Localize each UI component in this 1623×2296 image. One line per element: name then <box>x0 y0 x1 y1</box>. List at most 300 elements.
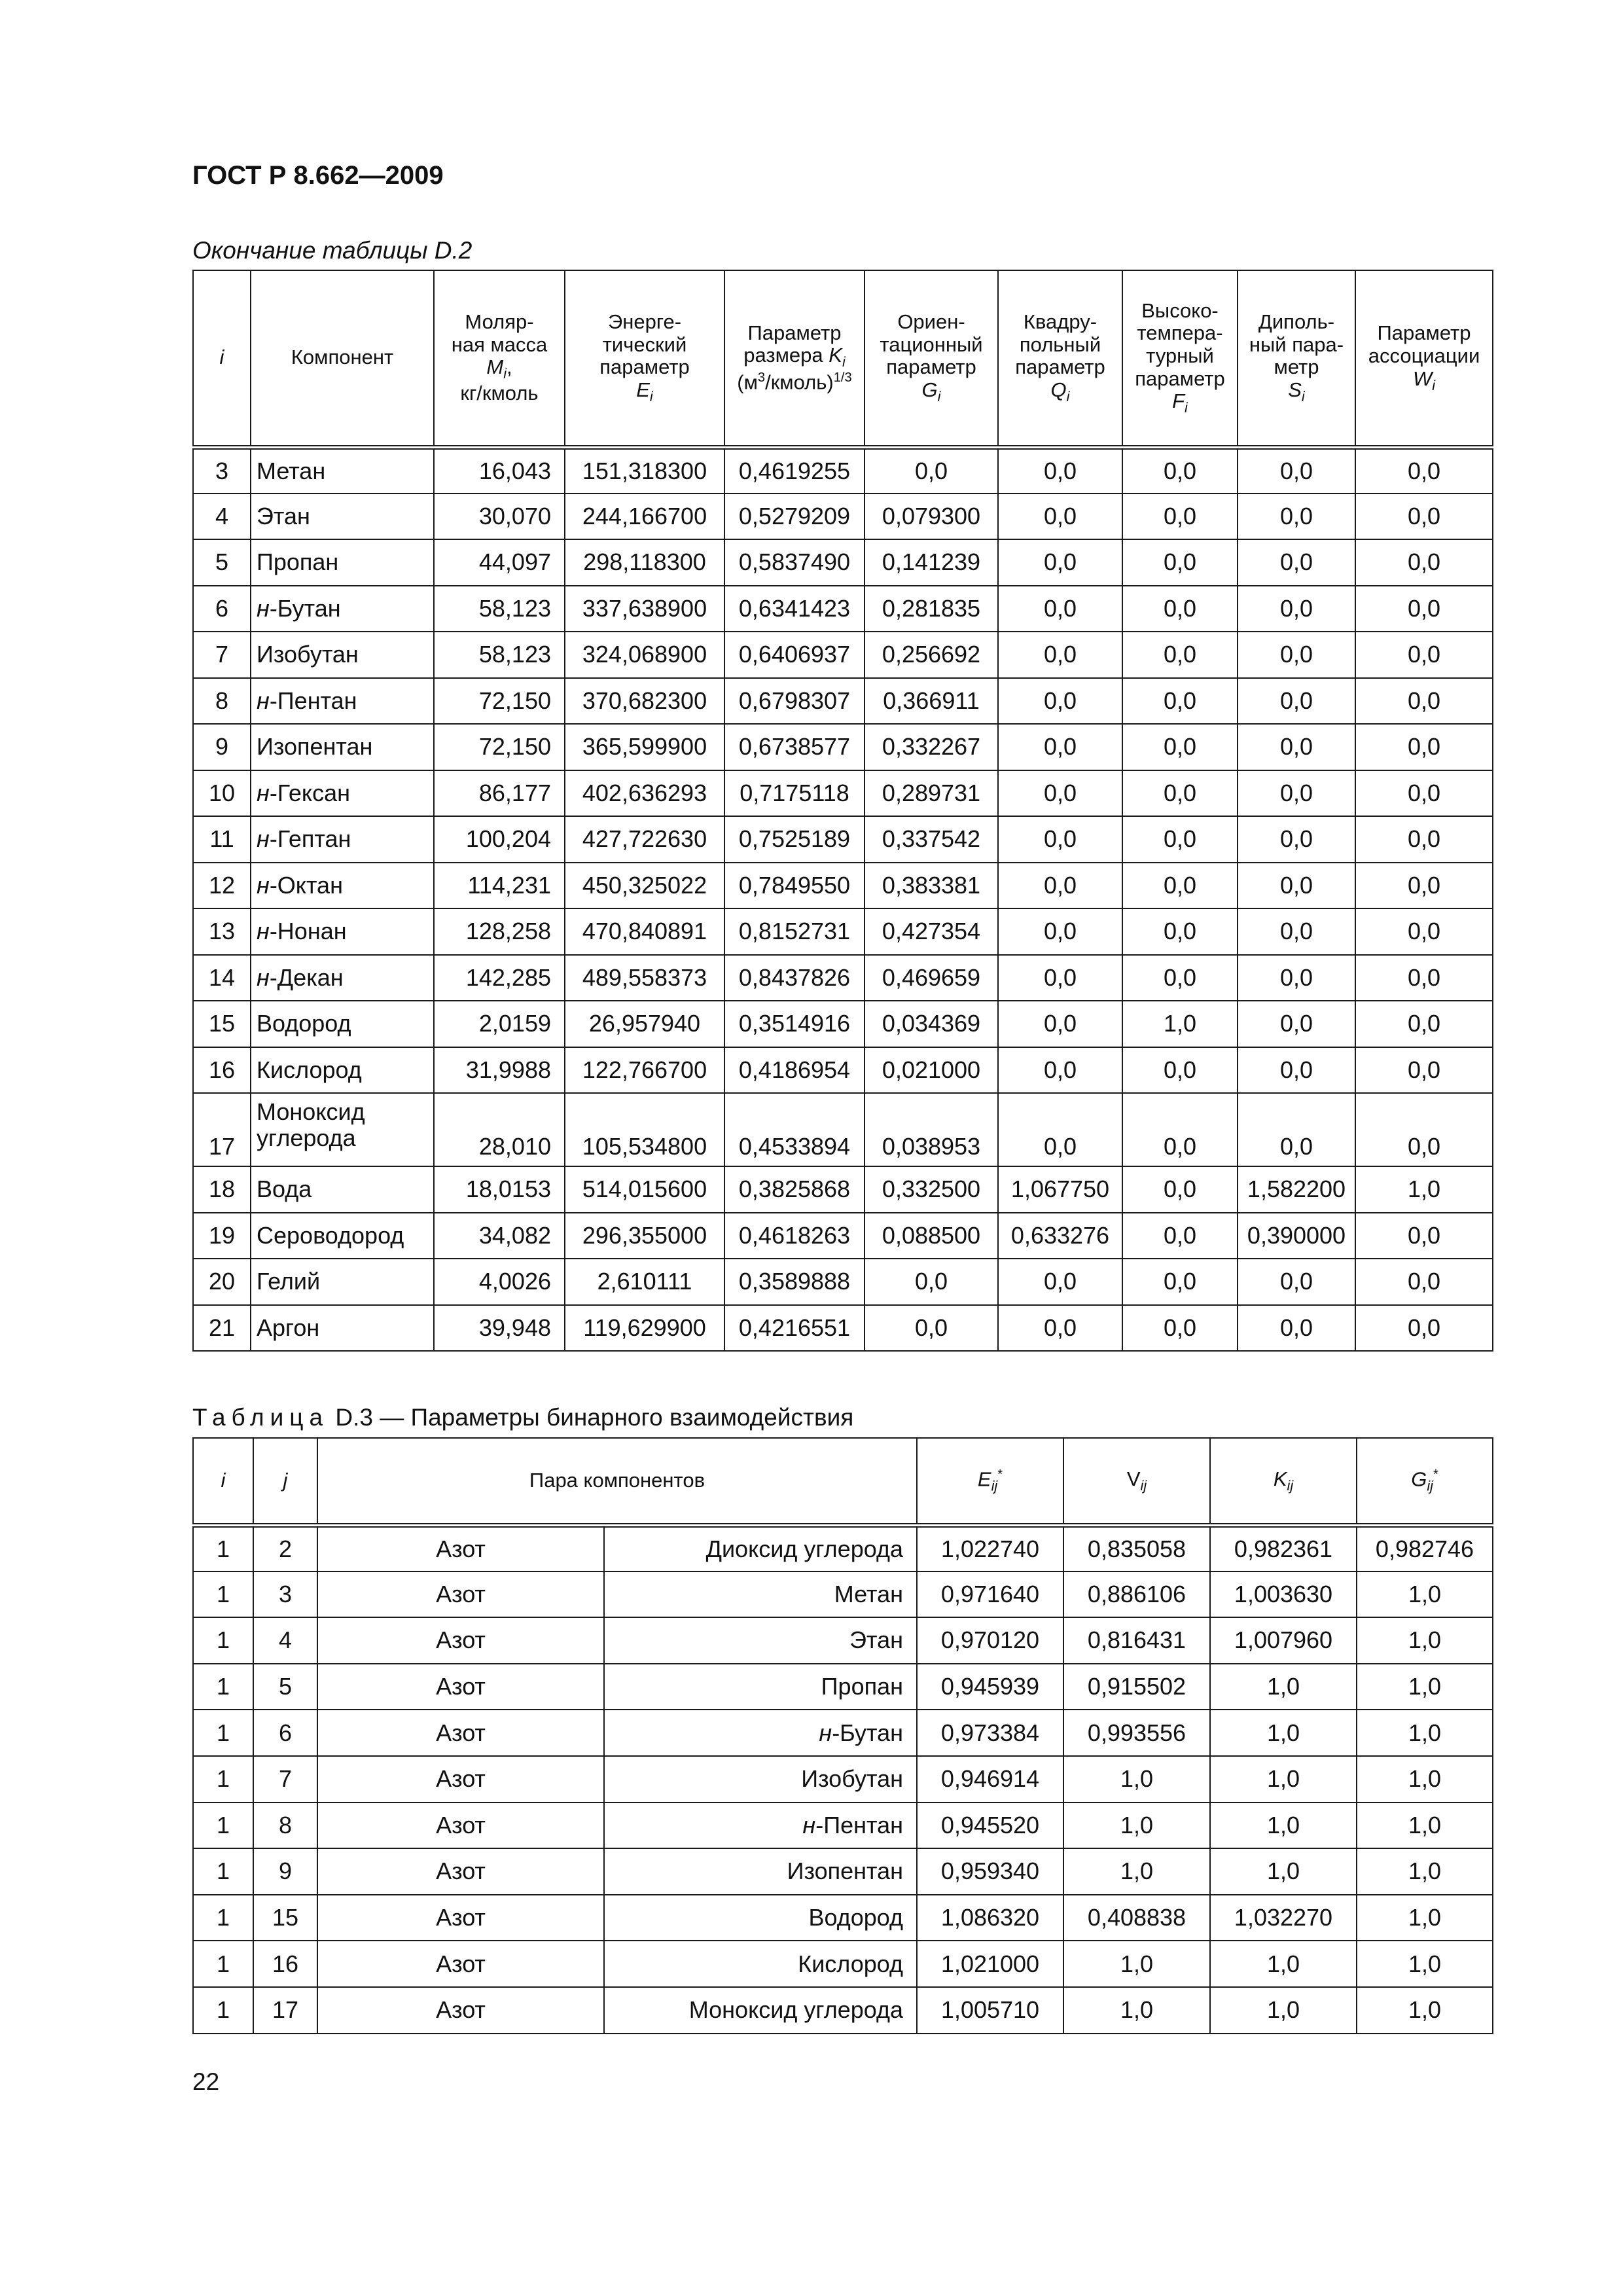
cell-component <box>251 1093 434 1166</box>
cell-size: 0,6406937 <box>724 632 865 678</box>
table-row <box>193 586 1493 632</box>
cell-hightemp: 0,0 <box>1122 908 1238 955</box>
cell-component <box>251 632 434 678</box>
header-orient: Ориен- тационный параметр $G_i$ <box>865 270 998 447</box>
cell-component <box>251 955 434 1001</box>
cell-orient: 0,038953 <box>865 1093 998 1166</box>
cell-component <box>251 1047 434 1094</box>
component-name: -Нонан <box>269 918 347 945</box>
cell-quad: 0,0 <box>998 908 1122 955</box>
cell-hightemp: 0,0 <box>1122 1166 1238 1213</box>
component-name: Водород <box>257 1010 351 1037</box>
cell-assoc: 0,0 <box>1355 1047 1493 1094</box>
cell-dipole: 0,0 <box>1238 1259 1355 1305</box>
cell-j: 2 <box>253 1525 317 1571</box>
cell-component-2 <box>604 1525 917 1571</box>
document-code: ГОСТ Р 8.662—2009 <box>192 161 444 190</box>
cell-i: 9 <box>193 724 251 770</box>
cell-g-ij: 1,0 <box>1357 1803 1493 1849</box>
cell-j: 5 <box>253 1664 317 1710</box>
cell-orient: 0,141239 <box>865 539 998 586</box>
cell-orient: 0,079300 <box>865 493 998 540</box>
component-name: Метан <box>257 457 326 484</box>
cell-component-2 <box>604 1895 917 1941</box>
table-d2 <box>192 270 1493 1352</box>
cell-molar-mass: 39,948 <box>434 1305 565 1352</box>
component-name: Кислород <box>257 1056 362 1083</box>
header-e-ij: $E_{ij}^*$ <box>917 1438 1063 1525</box>
cell-energy: 119,629900 <box>565 1305 724 1352</box>
cell-j: 8 <box>253 1803 317 1849</box>
cell-orient: 0,0 <box>865 447 998 493</box>
table-row <box>193 1093 1493 1166</box>
cell-molar-mass: 30,070 <box>434 493 565 540</box>
cell-e-ij: 1,022740 <box>917 1525 1063 1571</box>
cell-i: 8 <box>193 678 251 725</box>
header-assoc: Параметр ассоциации $W_i$ <box>1355 270 1493 447</box>
cell-energy: 2,610111 <box>565 1259 724 1305</box>
cell-size: 0,8152731 <box>724 908 865 955</box>
cell-hightemp: 0,0 <box>1122 539 1238 586</box>
cell-assoc: 0,0 <box>1355 816 1493 863</box>
component-name: Этан <box>257 502 310 529</box>
cell-quad: 0,0 <box>998 770 1122 817</box>
component-name: Сероводород <box>257 1221 404 1249</box>
cell-energy: 122,766700 <box>565 1047 724 1094</box>
component-prefix: н <box>257 779 270 806</box>
header-component: Компонент <box>251 270 434 447</box>
cell-orient: 0,366911 <box>865 678 998 725</box>
cell-quad: 0,0 <box>998 1047 1122 1094</box>
cell-i: 16 <box>193 1047 251 1094</box>
cell-molar-mass: 2,0159 <box>434 1001 565 1047</box>
cell-assoc: 0,0 <box>1355 632 1493 678</box>
table-row <box>193 863 1493 909</box>
cell-component-1: Азот <box>317 1987 604 2034</box>
cell-hightemp: 0,0 <box>1122 493 1238 540</box>
cell-g-ij: 0,982746 <box>1357 1525 1493 1571</box>
cell-i: 1 <box>193 1617 253 1664</box>
cell-assoc: 0,0 <box>1355 586 1493 632</box>
cell-component-2 <box>604 1987 917 2034</box>
cell-component <box>251 1213 434 1259</box>
cell-v-ij: 0,886106 <box>1063 1571 1210 1618</box>
cell-energy: 427,722630 <box>565 816 724 863</box>
component-prefix: н <box>257 594 270 622</box>
cell-component <box>251 447 434 493</box>
table-row <box>193 1664 1493 1710</box>
cell-dipole: 0,0 <box>1238 1305 1355 1352</box>
cell-orient: 0,332267 <box>865 724 998 770</box>
cell-i: 1 <box>193 1987 253 2034</box>
component-prefix: н <box>257 871 270 899</box>
table-row <box>193 1166 1493 1213</box>
cell-i: 1 <box>193 1664 253 1710</box>
cell-dipole: 0,0 <box>1238 908 1355 955</box>
table-row <box>193 447 1493 493</box>
cell-hightemp: 0,0 <box>1122 863 1238 909</box>
cell-component-2 <box>604 1571 917 1618</box>
cell-i: 19 <box>193 1213 251 1259</box>
cell-quad: 0,0 <box>998 447 1122 493</box>
cell-orient: 0,256692 <box>865 632 998 678</box>
cell-component-2 <box>604 1617 917 1664</box>
cell-j: 3 <box>253 1571 317 1618</box>
cell-hightemp: 0,0 <box>1122 1093 1238 1166</box>
cell-energy: 470,840891 <box>565 908 724 955</box>
cell-orient: 0,281835 <box>865 586 998 632</box>
component-name: Метан <box>834 1580 903 1607</box>
cell-quad: 0,0 <box>998 1259 1122 1305</box>
cell-i: 1 <box>193 1895 253 1941</box>
cell-molar-mass: 128,258 <box>434 908 565 955</box>
cell-energy: 244,166700 <box>565 493 724 540</box>
cell-hightemp: 0,0 <box>1122 1047 1238 1094</box>
header-dipole: Диполь- ный пара- метр $S_i$ <box>1238 270 1355 447</box>
cell-component <box>251 1305 434 1352</box>
cell-component <box>251 816 434 863</box>
cell-i: 18 <box>193 1166 251 1213</box>
table-row <box>193 493 1493 540</box>
cell-energy: 370,682300 <box>565 678 724 725</box>
cell-orient: 0,021000 <box>865 1047 998 1094</box>
cell-component <box>251 724 434 770</box>
cell-molar-mass: 58,123 <box>434 586 565 632</box>
cell-molar-mass: 4,0026 <box>434 1259 565 1305</box>
header-v-ij: $V_{ij}$ <box>1063 1438 1210 1525</box>
cell-energy: 105,534800 <box>565 1093 724 1166</box>
header-size: Параметр размера $K_i$ $(м^3/кмоль)^{1/3}$ <box>724 270 865 447</box>
cell-molar-mass: 100,204 <box>434 816 565 863</box>
cell-quad: 0,0 <box>998 1001 1122 1047</box>
cell-energy: 324,068900 <box>565 632 724 678</box>
cell-assoc: 0,0 <box>1355 908 1493 955</box>
table-row <box>193 1987 1493 2034</box>
cell-hightemp: 0,0 <box>1122 447 1238 493</box>
cell-energy: 337,638900 <box>565 586 724 632</box>
table-row <box>193 1848 1493 1895</box>
cell-size: 0,4186954 <box>724 1047 865 1094</box>
cell-e-ij: 0,946914 <box>917 1756 1063 1803</box>
cell-g-ij: 1,0 <box>1357 1571 1493 1618</box>
cell-quad: 0,0 <box>998 493 1122 540</box>
component-name: Моноксид углерода <box>688 1996 903 2024</box>
cell-molar-mass: 72,150 <box>434 678 565 725</box>
cell-v-ij: 1,0 <box>1063 1848 1210 1895</box>
cell-molar-mass: 86,177 <box>434 770 565 817</box>
cell-component <box>251 1001 434 1047</box>
cell-dipole: 0,0 <box>1238 493 1355 540</box>
cell-assoc: 0,0 <box>1355 447 1493 493</box>
cell-component <box>251 493 434 540</box>
table-row <box>193 1305 1493 1352</box>
cell-size: 0,4533894 <box>724 1093 865 1166</box>
cell-v-ij: 1,0 <box>1063 1941 1210 1987</box>
cell-assoc: 0,0 <box>1355 1001 1493 1047</box>
cell-orient: 0,383381 <box>865 863 998 909</box>
cell-component <box>251 586 434 632</box>
cell-hightemp: 0,0 <box>1122 1305 1238 1352</box>
cell-size: 0,8437826 <box>724 955 865 1001</box>
cell-component <box>251 1166 434 1213</box>
cell-i: 7 <box>193 632 251 678</box>
cell-v-ij: 0,835058 <box>1063 1525 1210 1571</box>
cell-hightemp: 0,0 <box>1122 678 1238 725</box>
component-prefix: н <box>257 963 270 991</box>
cell-k-ij: 1,0 <box>1210 1941 1357 1987</box>
header-j: j <box>253 1438 317 1525</box>
cell-size: 0,5279209 <box>724 493 865 540</box>
component-name: Гелий <box>257 1268 321 1295</box>
cell-quad: 0,0 <box>998 1305 1122 1352</box>
cell-e-ij: 1,021000 <box>917 1941 1063 1987</box>
cell-component <box>251 678 434 725</box>
header-molar-mass: Моляр- ная масса $M_i$, кг/кмоль <box>434 270 565 447</box>
header-quad: Квадру- польный параметр $Q_i$ <box>998 270 1122 447</box>
cell-component <box>251 1259 434 1305</box>
component-name: Изобутан <box>801 1765 903 1793</box>
cell-size: 0,3825868 <box>724 1166 865 1213</box>
cell-i: 5 <box>193 539 251 586</box>
cell-v-ij: 0,915502 <box>1063 1664 1210 1710</box>
cell-assoc: 0,0 <box>1355 770 1493 817</box>
cell-dipole: 0,0 <box>1238 724 1355 770</box>
cell-k-ij: 1,0 <box>1210 1664 1357 1710</box>
cell-quad: 0,0 <box>998 955 1122 1001</box>
cell-i: 1 <box>193 1525 253 1571</box>
cell-molar-mass: 58,123 <box>434 632 565 678</box>
cell-g-ij: 1,0 <box>1357 1756 1493 1803</box>
header-g-ij: $G_{ij}^*$ <box>1357 1438 1493 1525</box>
cell-quad: 0,0 <box>998 1093 1122 1166</box>
cell-quad: 0,0 <box>998 816 1122 863</box>
table-d3 <box>192 1437 1493 2034</box>
cell-assoc: 0,0 <box>1355 863 1493 909</box>
table-row <box>193 770 1493 817</box>
cell-k-ij: 1,032270 <box>1210 1895 1357 1941</box>
table-row <box>193 632 1493 678</box>
cell-size: 0,4618263 <box>724 1213 865 1259</box>
cell-k-ij: 1,007960 <box>1210 1617 1357 1664</box>
cell-e-ij: 1,086320 <box>917 1895 1063 1941</box>
component-name: Пропан <box>821 1673 903 1700</box>
cell-size: 0,4619255 <box>724 447 865 493</box>
cell-v-ij: 0,816431 <box>1063 1617 1210 1664</box>
cell-energy: 151,318300 <box>565 447 724 493</box>
cell-e-ij: 1,005710 <box>917 1987 1063 2034</box>
cell-i: 1 <box>193 1756 253 1803</box>
cell-dipole: 0,0 <box>1238 678 1355 725</box>
cell-dipole: 0,390000 <box>1238 1213 1355 1259</box>
cell-hightemp: 0,0 <box>1122 724 1238 770</box>
cell-e-ij: 0,945939 <box>917 1664 1063 1710</box>
cell-dipole: 0,0 <box>1238 539 1355 586</box>
cell-orient: 0,034369 <box>865 1001 998 1047</box>
cell-component-1: Азот <box>317 1895 604 1941</box>
cell-i: 1 <box>193 1848 253 1895</box>
table-row <box>193 1213 1493 1259</box>
cell-k-ij: 1,0 <box>1210 1848 1357 1895</box>
table-row <box>193 955 1493 1001</box>
table-row <box>193 1259 1493 1305</box>
component-prefix: н <box>257 687 270 714</box>
cell-assoc: 0,0 <box>1355 955 1493 1001</box>
cell-dipole: 0,0 <box>1238 447 1355 493</box>
cell-v-ij: 1,0 <box>1063 1987 1210 2034</box>
cell-dipole: 0,0 <box>1238 863 1355 909</box>
cell-i: 4 <box>193 493 251 540</box>
cell-component-1: Азот <box>317 1664 604 1710</box>
component-name: Вода <box>257 1175 312 1203</box>
cell-g-ij: 1,0 <box>1357 1987 1493 2034</box>
cell-quad: 0,0 <box>998 586 1122 632</box>
cell-energy: 514,015600 <box>565 1166 724 1213</box>
cell-k-ij: 1,0 <box>1210 1756 1357 1803</box>
cell-j: 17 <box>253 1987 317 2034</box>
cell-component-1: Азот <box>317 1525 604 1571</box>
table-row <box>193 1001 1493 1047</box>
component-name: -Декан <box>269 963 344 991</box>
cell-hightemp: 0,0 <box>1122 770 1238 817</box>
table-d2-caption: Окончание таблицы D.2 <box>192 237 473 264</box>
cell-e-ij: 0,959340 <box>917 1848 1063 1895</box>
header-i: i <box>193 1438 253 1525</box>
cell-molar-mass: 16,043 <box>434 447 565 493</box>
cell-component-2 <box>604 1756 917 1803</box>
cell-size: 0,4216551 <box>724 1305 865 1352</box>
component-name: Пропан <box>257 548 339 576</box>
cell-assoc: 0,0 <box>1355 678 1493 725</box>
cell-dipole: 0,0 <box>1238 1047 1355 1094</box>
cell-i: 6 <box>193 586 251 632</box>
cell-dipole: 0,0 <box>1238 1001 1355 1047</box>
cell-hightemp: 0,0 <box>1122 816 1238 863</box>
cell-energy: 489,558373 <box>565 955 724 1001</box>
cell-g-ij: 1,0 <box>1357 1617 1493 1664</box>
cell-size: 0,7175118 <box>724 770 865 817</box>
table-row <box>193 1756 1493 1803</box>
cell-i: 10 <box>193 770 251 817</box>
cell-dipole: 0,0 <box>1238 586 1355 632</box>
cell-j: 7 <box>253 1756 317 1803</box>
cell-assoc: 0,0 <box>1355 493 1493 540</box>
cell-component-1: Азот <box>317 1571 604 1618</box>
table-row <box>193 1895 1493 1941</box>
cell-i: 11 <box>193 816 251 863</box>
cell-hightemp: 0,0 <box>1122 632 1238 678</box>
cell-component-2 <box>604 1664 917 1710</box>
cell-component-1: Азот <box>317 1756 604 1803</box>
cell-orient: 0,289731 <box>865 770 998 817</box>
cell-i: 1 <box>193 1941 253 1987</box>
cell-assoc: 0,0 <box>1355 539 1493 586</box>
cell-energy: 450,325022 <box>565 863 724 909</box>
cell-quad: 0,633276 <box>998 1213 1122 1259</box>
page-number: 22 <box>192 2068 220 2095</box>
table-row <box>193 678 1493 725</box>
cell-hightemp: 0,0 <box>1122 1213 1238 1259</box>
cell-i: 1 <box>193 1710 253 1756</box>
cell-j: 9 <box>253 1848 317 1895</box>
cell-energy: 26,957940 <box>565 1001 724 1047</box>
cell-component <box>251 908 434 955</box>
cell-component-2 <box>604 1803 917 1849</box>
cell-i: 17 <box>193 1093 251 1166</box>
cell-i: 20 <box>193 1259 251 1305</box>
cell-dipole: 0,0 <box>1238 955 1355 1001</box>
cell-v-ij: 1,0 <box>1063 1803 1210 1849</box>
cell-j: 6 <box>253 1710 317 1756</box>
cell-i: 3 <box>193 447 251 493</box>
cell-orient: 0,088500 <box>865 1213 998 1259</box>
cell-k-ij: 1,0 <box>1210 1987 1357 2034</box>
cell-assoc: 0,0 <box>1355 1305 1493 1352</box>
component-name: -Гептан <box>269 825 351 853</box>
cell-g-ij: 1,0 <box>1357 1848 1493 1895</box>
cell-e-ij: 0,971640 <box>917 1571 1063 1618</box>
cell-orient: 0,337542 <box>865 816 998 863</box>
component-name: Водород <box>808 1904 903 1931</box>
cell-quad: 0,0 <box>998 724 1122 770</box>
cell-hightemp: 1,0 <box>1122 1001 1238 1047</box>
cell-j: 16 <box>253 1941 317 1987</box>
cell-size: 0,6341423 <box>724 586 865 632</box>
cell-k-ij: 0,982361 <box>1210 1525 1357 1571</box>
cell-quad: 0,0 <box>998 863 1122 909</box>
cell-dipole: 0,0 <box>1238 770 1355 817</box>
cell-j: 4 <box>253 1617 317 1664</box>
cell-molar-mass: 31,9988 <box>434 1047 565 1094</box>
cell-quad: 0,0 <box>998 539 1122 586</box>
cell-component-1: Азот <box>317 1617 604 1664</box>
header-k-ij: $K_{ij}$ <box>1210 1438 1357 1525</box>
cell-i: 13 <box>193 908 251 955</box>
cell-assoc: 0,0 <box>1355 1259 1493 1305</box>
component-name: -Пентан <box>269 687 357 714</box>
component-name: -Бутан <box>832 1719 903 1746</box>
table-row <box>193 816 1493 863</box>
component-name: Изобутан <box>257 641 359 668</box>
cell-molar-mass: 34,082 <box>434 1213 565 1259</box>
table-d3-caption-label: Таблица <box>192 1404 329 1431</box>
cell-g-ij: 1,0 <box>1357 1941 1493 1987</box>
cell-e-ij: 0,945520 <box>917 1803 1063 1849</box>
cell-energy: 365,599900 <box>565 724 724 770</box>
cell-component-1: Азот <box>317 1803 604 1849</box>
header-energy: Энерге- тический параметр $E_i$ <box>565 270 724 447</box>
header-pair: Пара компонентов <box>317 1438 917 1525</box>
component-name: Изопентан <box>787 1857 903 1885</box>
cell-g-ij: 1,0 <box>1357 1664 1493 1710</box>
table-d3-caption-text: D.3 — Параметры бинарного взаимодействия <box>335 1404 854 1431</box>
table-row <box>193 1617 1493 1664</box>
cell-hightemp: 0,0 <box>1122 586 1238 632</box>
table-row <box>193 908 1493 955</box>
cell-i: 12 <box>193 863 251 909</box>
component-name: Изопентан <box>257 733 373 761</box>
table-row <box>193 1525 1493 1571</box>
component-name: -Октан <box>269 871 343 899</box>
cell-i: 14 <box>193 955 251 1001</box>
cell-component-2 <box>604 1710 917 1756</box>
component-name: Моноксид углерода <box>257 1098 365 1152</box>
cell-component-1: Азот <box>317 1848 604 1895</box>
cell-e-ij: 0,970120 <box>917 1617 1063 1664</box>
cell-orient: 0,0 <box>865 1259 998 1305</box>
cell-assoc: 0,0 <box>1355 724 1493 770</box>
cell-orient: 0,332500 <box>865 1166 998 1213</box>
cell-assoc: 0,0 <box>1355 1093 1493 1166</box>
